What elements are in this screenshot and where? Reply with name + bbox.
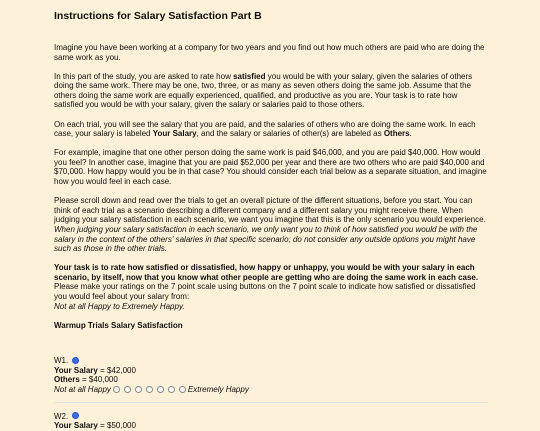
emphasis: Your task is to rate how satisfied or dissatisfied, how happy or unhappy, you would be with your salary in each scenario, by itself, now that you know what other people are getting who are doing the same work in each case. xyxy=(54,263,479,282)
trial-header xyxy=(54,412,488,422)
rating-radio-4[interactable] xyxy=(146,386,153,393)
scale-range: Not at all Happy to Extremely Happy. xyxy=(54,301,185,311)
trial-w2 xyxy=(54,412,488,431)
page-title: Instructions for Salary Satisfaction Part B xyxy=(54,10,262,22)
others-value: = $40,000 xyxy=(79,375,118,385)
emphasis: Others xyxy=(383,129,410,139)
rating-scale xyxy=(54,385,488,395)
rating-radio-7[interactable] xyxy=(179,386,186,393)
your-salary-line xyxy=(54,366,488,376)
others-line xyxy=(54,375,488,385)
rating-radio-2[interactable] xyxy=(124,386,131,393)
trial-label: W1. xyxy=(54,356,69,366)
text: On each trial, you will see the salary that you are paid, and the salaries of others who are doing the same work. In each case, your salary is labeled xyxy=(54,119,476,139)
example-paragraph: For example, imagine that one other person doing the same work is paid $46,000, and you are paid $40,000. How would you feel? In another case, imagine that you are paid $52,000 per year and there are two others who are paid $40,000 and $70,000. How happy would you be in that case? You should consider each trial below as a separate situation, and imagine how you would feel in each case. xyxy=(54,148,487,187)
trial-header xyxy=(54,356,488,366)
rating-radio-3[interactable] xyxy=(135,386,142,393)
trial-selected-radio[interactable] xyxy=(72,357,79,364)
trial-w1 xyxy=(54,356,488,394)
low-anchor: Not at all Happy xyxy=(54,385,111,395)
scroll-paragraph xyxy=(54,196,488,254)
your-salary-label: Your Salary xyxy=(54,421,98,431)
emphasis: Your Salary xyxy=(152,129,197,139)
text: Please make your ratings on the 7 point scale using buttons on the 7 point scale to indicate how satisfied or dissatisfied you would feel about your salary from: xyxy=(54,282,476,301)
your-salary-line xyxy=(54,421,488,431)
section-title: Warmup Trials Salary Satisfaction xyxy=(54,320,183,330)
your-salary-value: = $42,000 xyxy=(97,365,136,375)
emphasis: satisfied xyxy=(233,71,266,81)
trial-label: W2. xyxy=(54,411,69,421)
rating-radio-6[interactable] xyxy=(168,386,175,393)
your-salary-label: Your Salary xyxy=(54,365,98,375)
rating-radio-5[interactable] xyxy=(157,386,164,393)
intro-paragraph: Imagine you have been working at a company for two years and you find out how much others are paid who are doing the same work as you. xyxy=(54,43,485,62)
rating-radio-1[interactable] xyxy=(113,386,120,393)
text: , and the salary or salaries of other(s) are labeled as xyxy=(196,129,384,139)
text: . xyxy=(409,129,412,139)
task-paragraph xyxy=(54,72,488,110)
trial-selected-radio[interactable] xyxy=(72,412,79,419)
rating-paragraph xyxy=(54,263,488,311)
high-anchor: Extremely Happy xyxy=(187,385,249,395)
your-salary-value: = $50,000 xyxy=(97,421,136,431)
others-label: Others xyxy=(54,375,80,385)
labels-paragraph xyxy=(54,120,488,139)
divider xyxy=(54,402,488,403)
text: In this part of the study, you are asked to rate how xyxy=(54,71,234,81)
italic-note: When judging your salary satisfaction in each scenario, we only want you to think of how satisfied you would be with the salary in the context of the others' salaries in that specific scenario; do not consider any outside options you might have such as those in the other trials. xyxy=(54,224,478,254)
text: you would be with your salary, given the salaries of others doing the same work. There may be one, two, three, or as many as seven others doing the same job. Assume that the others doing the same work are equally experienced, qualified, and productive as you are. Your task is to rate how satisfied you would be with your salary, given the salary or salaries paid to those others. xyxy=(54,71,473,110)
text: Please scroll down and read over the trials to get an overall picture of the different situations, before you start. You can think of each trial as a scenario describing a different company and a different salary you might receive there. When judging your salary satisfaction in each scenario, we want you imagine that this is the only scenario you would experience. xyxy=(54,196,486,225)
